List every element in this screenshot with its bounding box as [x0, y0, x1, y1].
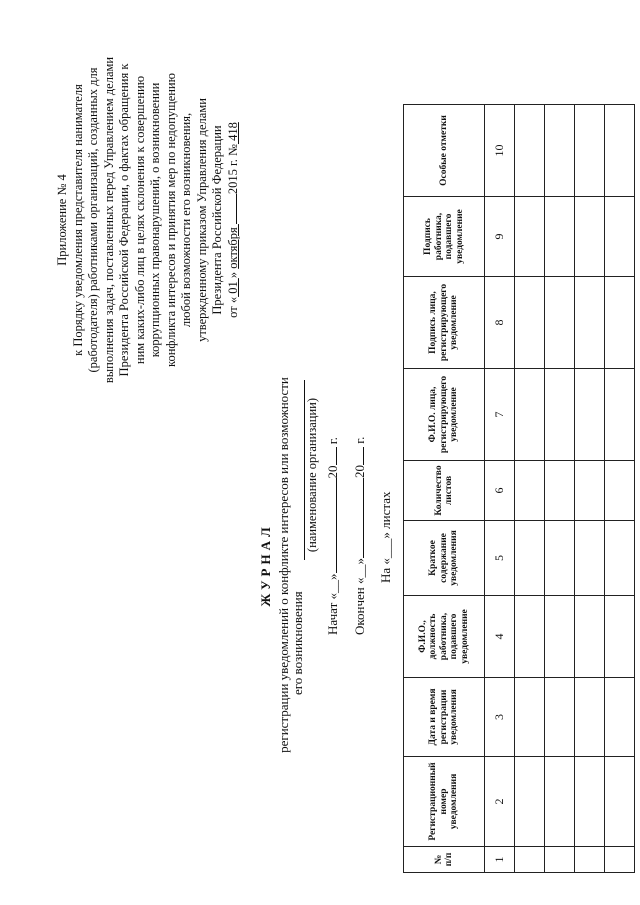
- date-mid: »: [225, 268, 240, 279]
- table-cell[interactable]: [545, 521, 575, 596]
- table-cell[interactable]: [545, 847, 575, 873]
- annex-line: утвержденному приказом Управления делами: [194, 98, 209, 342]
- table-cell[interactable]: [575, 197, 605, 277]
- table-cell[interactable]: [575, 847, 605, 873]
- table-cell[interactable]: [575, 678, 605, 757]
- column-number: 3: [485, 678, 515, 757]
- registration-table: [403, 104, 635, 873]
- annex-line: Президента Российской Федерации, о фактах обращения к: [117, 63, 131, 377]
- header-cell: Подпись работника, подавшего уведомление: [404, 197, 485, 277]
- table-row: [605, 105, 635, 873]
- date-month: октября: [225, 224, 240, 269]
- table-cell[interactable]: [605, 277, 635, 369]
- table-cell[interactable]: [605, 596, 635, 678]
- table-header-row: [404, 105, 485, 873]
- table-cell[interactable]: [515, 461, 545, 521]
- table-cell[interactable]: [515, 678, 545, 757]
- started-year-suffix: г.: [325, 437, 340, 445]
- date-prefix: от «: [225, 296, 240, 318]
- column-number: 6: [485, 461, 515, 521]
- header-cell: Краткое содержание уведомления: [404, 521, 485, 596]
- annex-line: конфликта интересов и принятия мер по недопущению: [163, 73, 178, 367]
- ended-date-line: [352, 437, 368, 635]
- table-cell[interactable]: [545, 757, 575, 847]
- table-cell[interactable]: [545, 461, 575, 521]
- table-cell[interactable]: [545, 369, 575, 461]
- table-cell[interactable]: [605, 757, 635, 847]
- table-cell[interactable]: [575, 369, 605, 461]
- table-cell[interactable]: [515, 521, 545, 596]
- table-cell[interactable]: [545, 197, 575, 277]
- table-cell[interactable]: [605, 461, 635, 521]
- table-cell[interactable]: [605, 521, 635, 596]
- journal-title: ЖУРНАЛ: [258, 523, 273, 607]
- column-number: 5: [485, 521, 515, 596]
- date-blank: [236, 194, 237, 224]
- annex-line: к Порядку уведомления представителя нанимателя: [70, 84, 85, 356]
- table-cell[interactable]: [515, 105, 545, 197]
- table-cell[interactable]: [515, 596, 545, 678]
- table-cell[interactable]: [545, 678, 575, 757]
- table-cell[interactable]: [575, 521, 605, 596]
- header-cell: Ф.И.О. лица, регистрирующего уведомление: [404, 369, 485, 461]
- table-row: [545, 105, 575, 873]
- annex-line: любой возможности его возникновения,: [179, 112, 193, 328]
- started-label: Начат «__»: [325, 573, 340, 635]
- started-date-line: [325, 437, 341, 635]
- table-cell[interactable]: [575, 105, 605, 197]
- header-cell: Подпись лица, регистрирующего уведомление: [404, 277, 485, 369]
- annex-date-line: [226, 40, 242, 400]
- organization-caption: (наименование организации): [305, 397, 319, 553]
- ended-year-suffix: г.: [352, 436, 367, 444]
- table-cell[interactable]: [515, 277, 545, 369]
- ended-year-prefix: 20: [352, 464, 367, 478]
- column-number: 8: [485, 277, 515, 369]
- ended-year-blank: [363, 447, 364, 465]
- column-number: 2: [485, 757, 515, 847]
- table-cell[interactable]: [575, 277, 605, 369]
- header-cell: Количество листов: [404, 461, 485, 521]
- started-year-prefix: 20: [325, 465, 340, 479]
- ended-month-blank: [363, 478, 364, 558]
- annex-block: [55, 40, 241, 400]
- ended-label: Окончен «__»: [352, 557, 367, 635]
- table-cell[interactable]: [545, 277, 575, 369]
- table-cell[interactable]: [605, 197, 635, 277]
- annex-line: Президента Российской Федерации: [210, 125, 224, 315]
- column-number: 7: [485, 369, 515, 461]
- header-cell: № п/п: [404, 847, 485, 873]
- table-cell[interactable]: [545, 105, 575, 197]
- table-cell[interactable]: [605, 678, 635, 757]
- journal-subtitle-1: регистрации уведомлений о конфликте интересов или возможности: [276, 377, 291, 753]
- column-number: 9: [485, 197, 515, 277]
- annex-line: (работодателя) работниками организаций, созданных для: [86, 67, 100, 373]
- started-year-blank: [336, 447, 337, 465]
- date-day: 01: [225, 278, 240, 297]
- table-cell[interactable]: [515, 847, 545, 873]
- column-number: 10: [485, 105, 515, 197]
- header-cell: Дата и время регистрации уведомления: [404, 678, 485, 757]
- annex-line: Приложение № 4: [55, 174, 69, 266]
- column-number: 1: [485, 847, 515, 873]
- header-cell: Ф.И.О., должность работника, подавшего уведомление: [404, 596, 485, 678]
- annex-line: выполнения задач, поставленных перед Управлением делами: [101, 56, 116, 384]
- header-cell: Особые отметки: [404, 105, 485, 197]
- table-cell[interactable]: [575, 596, 605, 678]
- sheets-count-line: На «___» листах: [378, 491, 393, 583]
- column-number-row: [485, 105, 515, 873]
- annex-line: ним каких-либо лиц в целях склонения к совершению: [132, 75, 147, 365]
- annex-line: коррупционных правонарушений, о возникновении: [148, 82, 162, 358]
- table-cell[interactable]: [515, 757, 545, 847]
- table-cell[interactable]: [575, 757, 605, 847]
- order-number: 418: [225, 122, 240, 145]
- date-year: 2015 г. №: [225, 144, 240, 195]
- table-row: [575, 105, 605, 873]
- table-cell[interactable]: [515, 369, 545, 461]
- table-cell[interactable]: [605, 847, 635, 873]
- started-month-blank: [336, 478, 337, 573]
- table-cell[interactable]: [515, 197, 545, 277]
- table-cell[interactable]: [605, 105, 635, 197]
- table-cell[interactable]: [545, 596, 575, 678]
- journal-subtitle-2: его возникновения: [290, 591, 305, 695]
- header-cell: Регистрационный номер уведомления: [404, 757, 485, 847]
- table-cell[interactable]: [605, 369, 635, 461]
- table-row: [515, 105, 545, 873]
- table-cell[interactable]: [575, 461, 605, 521]
- column-number: 4: [485, 596, 515, 678]
